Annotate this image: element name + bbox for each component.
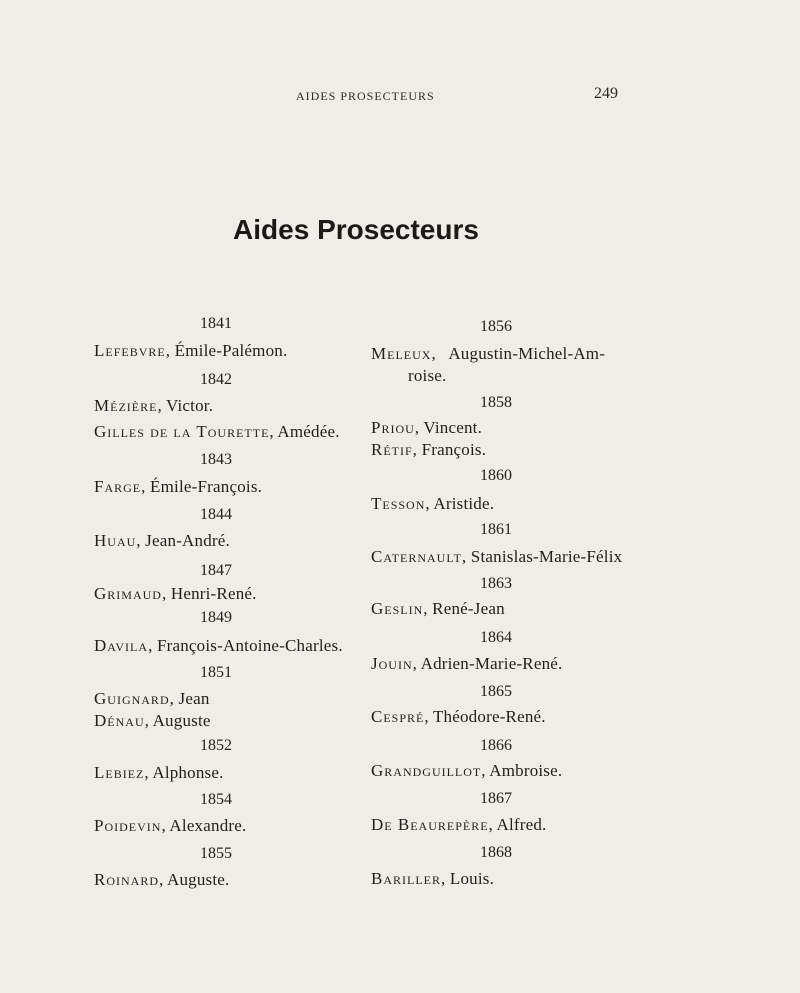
list-item: Lefebvre, Émile-Palémon. [94,341,288,360]
year-heading: 1867 [480,790,512,807]
list-item: Farge, Émile-François. [94,477,263,496]
year-heading: 1863 [480,575,512,592]
year-heading: 1866 [480,737,512,754]
year-heading: 1854 [200,791,232,808]
year-heading: 1849 [200,609,232,626]
year-heading: 1860 [480,467,512,484]
list-item: Caternault, Stanislas-Marie-Félix [371,547,623,566]
year-heading: 1864 [480,629,512,646]
year-heading: 1858 [480,394,512,411]
list-item: Huau, Jean-André. [94,531,230,550]
year-heading: 1843 [200,451,232,468]
page-number: 249 [594,85,618,102]
list-item: Davila, François-Antoine-Charles. [94,636,343,655]
year-heading: 1851 [200,664,232,681]
list-item: Bariller, Louis. [371,869,495,888]
year-heading: 1855 [200,845,232,862]
list-item: Poidevin, Alexandre. [94,816,247,835]
list-item: Rétif, François. [371,440,487,459]
list-item: Jouin, Adrien-Marie-René. [371,654,563,673]
list-item: Guignard, Jean [94,689,210,708]
list-item: Cespré, Théodore-René. [371,707,546,726]
list-item: De Beaurepère, Alfred. [371,815,547,834]
list-item: Dénau, Auguste [94,711,211,730]
year-heading: 1856 [480,318,512,335]
year-heading: 1861 [480,521,512,538]
list-item: Lebiez, Alphonse. [94,763,224,782]
list-item: Tesson, Aristide. [371,494,495,513]
year-heading: 1847 [200,562,232,579]
year-heading: 1844 [200,506,232,523]
list-item: Mézière, Victor. [94,396,214,415]
list-item: Geslin, René-Jean [371,599,505,618]
list-item: Roinard, Auguste. [94,870,230,889]
running-head: AIDES PROSECTEURS [296,89,435,103]
page-title: Aides Prosecteurs [233,214,479,245]
list-item: Priou, Vincent. [371,418,483,437]
list-item: Grandguillot, Ambroise. [371,761,563,780]
year-heading: 1841 [200,315,232,332]
list-item: Grimaud, Henri-René. [94,584,257,603]
list-item: Gilles de la Tourette, Amédée. [94,422,340,441]
list-item: Meleux, Augustin-Michel-Am- [371,344,606,363]
year-heading: 1842 [200,371,232,388]
year-heading: 1865 [480,683,512,700]
year-heading: 1852 [200,737,232,754]
list-item-continuation: roise. [408,366,447,385]
year-heading: 1868 [480,844,512,861]
